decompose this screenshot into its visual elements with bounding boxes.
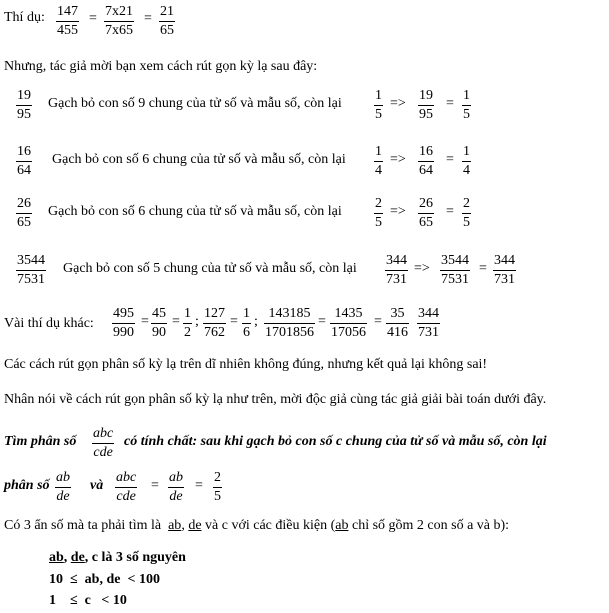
row1-original: $\frac{19}{95}$ bbox=[419, 88, 433, 122]
row4-arrow: => bbox=[414, 261, 430, 276]
problem-fraction-ab-de-2: $\frac{ab}{de}$ bbox=[169, 470, 183, 504]
example-fraction-2: $\frac{7x21}{7x65}$ bbox=[105, 4, 133, 38]
row3-fraction: $\frac{26}{65}$ bbox=[17, 196, 31, 230]
other-fraction-d: $\frac{127}{762}$ bbox=[204, 306, 225, 340]
row2-result: $\frac{1}{4}$ bbox=[463, 144, 470, 178]
example-fraction-1: $\frac{147}{455}$ bbox=[57, 4, 78, 38]
paragraph-2: Nhân nói về cách rút gọn phân số kỳ lạ như trên, mời độc giả cùng tác giả giải bài toán dưới đây. bbox=[4, 392, 547, 407]
problem-fraction: abc cde bbox=[93, 426, 114, 460]
problem-lead-2: phân số bbox=[4, 478, 50, 493]
row2-remaining: $\frac{1}{4}$ bbox=[375, 144, 382, 178]
problem-and: và bbox=[90, 478, 104, 493]
semicolon: ; bbox=[195, 314, 199, 329]
row3-text: Gạch bỏ con số 6 chung của tử số và mẫu số, còn lại bbox=[48, 204, 342, 219]
list-line1-rest: , c là 3 số nguyên bbox=[84, 550, 186, 565]
equals-sign: = bbox=[446, 204, 454, 219]
other-fraction-h: $\frac{35}{416}$ bbox=[387, 306, 408, 340]
other-fraction-i: $\frac{344}{731}$ bbox=[418, 306, 439, 340]
equals-sign: = bbox=[446, 96, 454, 111]
list-ab: ab bbox=[49, 550, 64, 565]
conditions-text: Có 3 ẩn số mà ta phải tìm là ab, de và c với các điều kiện (ab chỉ số gồm 2 con số a và b): bbox=[4, 518, 510, 533]
cond-ab-2: ab bbox=[335, 518, 349, 533]
example-label: Thí dụ: bbox=[4, 10, 45, 25]
equals-sign: = bbox=[230, 314, 238, 329]
condition-line-1: ab, de, c là 3 số nguyên bbox=[49, 550, 186, 565]
equals-sign: = bbox=[374, 314, 382, 329]
equals-sign: = bbox=[141, 314, 149, 329]
semicolon: ; bbox=[254, 314, 258, 329]
row4-original: $\frac{3544}{7531}$ bbox=[441, 253, 469, 287]
row3-remaining: $\frac{2}{5}$ bbox=[375, 196, 382, 230]
equals-sign: = bbox=[151, 478, 159, 493]
problem-fraction-ab-de: $\frac{ab}{de}$ bbox=[56, 470, 70, 504]
row4-remaining: $\frac{344}{731}$ bbox=[386, 253, 407, 287]
problem-lead: Tìm phân số bbox=[4, 434, 77, 449]
row2-arrow: => bbox=[390, 152, 406, 167]
conditions-pre: Có 3 ẩn số mà ta phải tìm là bbox=[4, 518, 162, 533]
equals-sign: = bbox=[144, 11, 152, 26]
paragraph-1: Các cách rút gọn phân số kỳ lạ trên dĩ nhiên không đúng, nhưng kết quả lại không sai! bbox=[4, 357, 488, 372]
other-fraction-g: $\frac{1435}{17056}$ bbox=[331, 306, 366, 340]
row3-arrow: => bbox=[390, 204, 406, 219]
row2-fraction: $\frac{16}{64}$ bbox=[17, 144, 31, 178]
row1-fraction: $\frac{19}{95}$ bbox=[17, 88, 31, 122]
problem-fraction-2-5: $\frac{2}{5}$ bbox=[214, 470, 221, 504]
row2-original: $\frac{16}{64}$ bbox=[419, 144, 433, 178]
other-examples-label: Vài thí dụ khác: bbox=[4, 316, 94, 331]
intro-text: Nhưng, tác giả mời bạn xem cách rút gọn kỳ lạ sau đây: bbox=[4, 59, 318, 74]
equals-sign: = bbox=[195, 478, 203, 493]
other-fraction-a: $\frac{495}{990}$ bbox=[113, 306, 134, 340]
cond-ab: ab bbox=[168, 518, 182, 533]
other-fraction-b: $\frac{45}{90}$ bbox=[152, 306, 166, 340]
other-fraction-e: $\frac{1}{6}$ bbox=[243, 306, 250, 340]
row3-original: $\frac{26}{65}$ bbox=[419, 196, 433, 230]
row1-result: $\frac{1}{5}$ bbox=[463, 88, 470, 122]
equals-sign: = bbox=[479, 261, 487, 276]
equals-sign: = bbox=[446, 152, 454, 167]
row1-remaining: $\frac{1}{5}$ bbox=[375, 88, 382, 122]
equals-sign: = bbox=[318, 314, 326, 329]
condition-line-2: 10 ≤ ab, de < 100 bbox=[49, 572, 160, 587]
row1-arrow: => bbox=[390, 96, 406, 111]
problem-fraction-abc-cde: abc cde bbox=[116, 470, 137, 504]
problem-text: có tính chất: sau khi gạch bỏ con số c chung của tử số và mẫu số, còn lại bbox=[124, 434, 547, 449]
conditions-mid: và c với các điều kiện ( bbox=[205, 518, 336, 533]
row2-text: Gạch bỏ con số 6 chung của tử số và mẫu số, còn lại bbox=[52, 152, 346, 167]
conditions-post: chỉ số gồm 2 con số a và b): bbox=[351, 518, 510, 533]
equals-sign: = bbox=[89, 11, 97, 26]
list-de: de bbox=[70, 550, 85, 565]
row4-fraction: $\frac{3544}{7531}$ bbox=[17, 253, 45, 287]
equals-sign: = bbox=[172, 314, 180, 329]
other-fraction-f: $\frac{143185}{1701856}$ bbox=[265, 306, 314, 340]
other-fraction-c: $\frac{1}{2}$ bbox=[184, 306, 191, 340]
row4-result: $\frac{344}{731}$ bbox=[494, 253, 515, 287]
example-fraction-3: $\frac{21}{65}$ bbox=[160, 4, 174, 38]
row4-text: Gạch bỏ con số 5 chung của tử số và mẫu số, còn lại bbox=[63, 261, 357, 276]
row1-text: Gạch bỏ con số 9 chung của tử số và mẫu số, còn lại bbox=[48, 96, 342, 111]
cond-de: de bbox=[188, 518, 202, 533]
condition-line-3: 1 ≤ c < 10 bbox=[49, 593, 127, 608]
row3-result: $\frac{2}{5}$ bbox=[463, 196, 470, 230]
